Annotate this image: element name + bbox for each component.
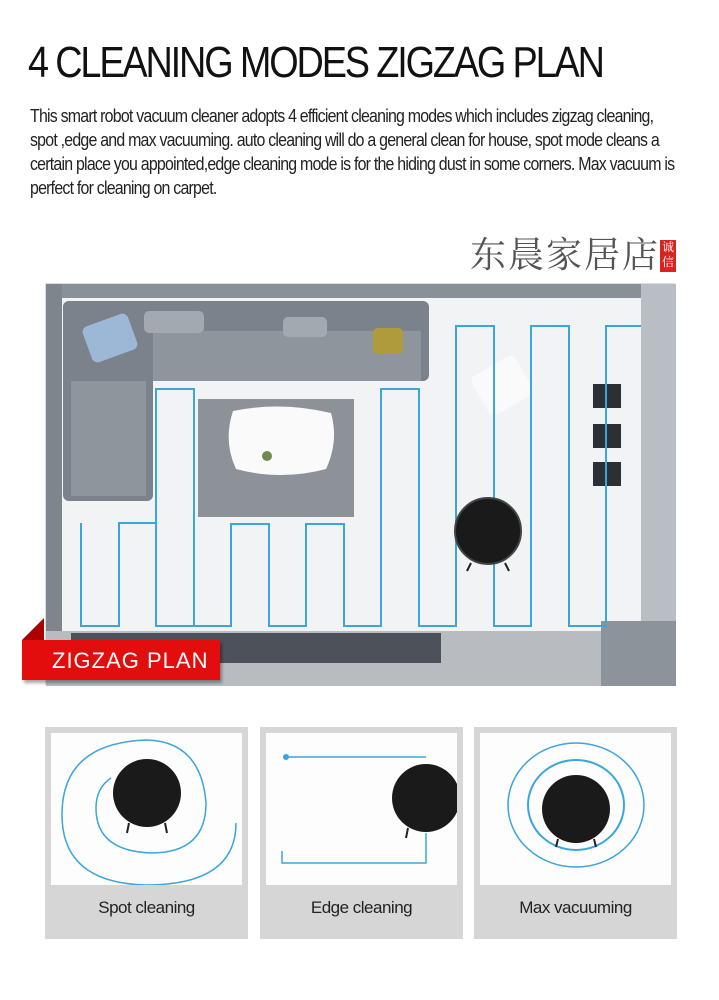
coffee-table bbox=[229, 406, 334, 475]
left-wall bbox=[46, 284, 62, 686]
zigzag-plan-badge bbox=[22, 640, 220, 680]
robot-vacuum-icon bbox=[113, 759, 181, 827]
room-scene bbox=[46, 284, 676, 686]
robot-vacuum-icon bbox=[542, 775, 610, 843]
description-text: This smart robot vacuum cleaner adopts 4 efficient cleaning modes which includes zigzag cleaning, spot ,edge and max vacuuming. auto cleaning will do a general clean for house, spot mode cleans a certain place you appointed,edge cleaning mode is for the hiding dust in some corners. Max vacuum is perfect for cleaning on carpet. bbox=[30, 105, 675, 198]
max-vacuuming-illustration bbox=[480, 733, 671, 885]
mode-card-spot bbox=[45, 727, 248, 939]
zigzag-room-illustration bbox=[45, 283, 675, 685]
mode-label: Edge cleaning bbox=[310, 898, 413, 917]
badge-fold bbox=[22, 618, 44, 640]
spot-cleaning-illustration bbox=[51, 733, 242, 885]
top-wall bbox=[46, 284, 676, 298]
page-title: 4 CLEANING MODES ZIGZAG PLAN bbox=[28, 38, 603, 87]
watermark-seal: 诚信 bbox=[660, 240, 676, 272]
mode-card-edge bbox=[260, 727, 463, 939]
robot-vacuum-icon bbox=[392, 764, 457, 832]
mode-label: Max vacuuming bbox=[519, 898, 632, 917]
watermark: 东晨家居店 bbox=[470, 235, 661, 276]
mode-label: Spot cleaning bbox=[98, 898, 195, 917]
badge-label: ZIGZAG PLAN bbox=[52, 648, 209, 673]
mode-card-max bbox=[474, 727, 677, 939]
edge-cleaning-illustration bbox=[266, 733, 457, 885]
